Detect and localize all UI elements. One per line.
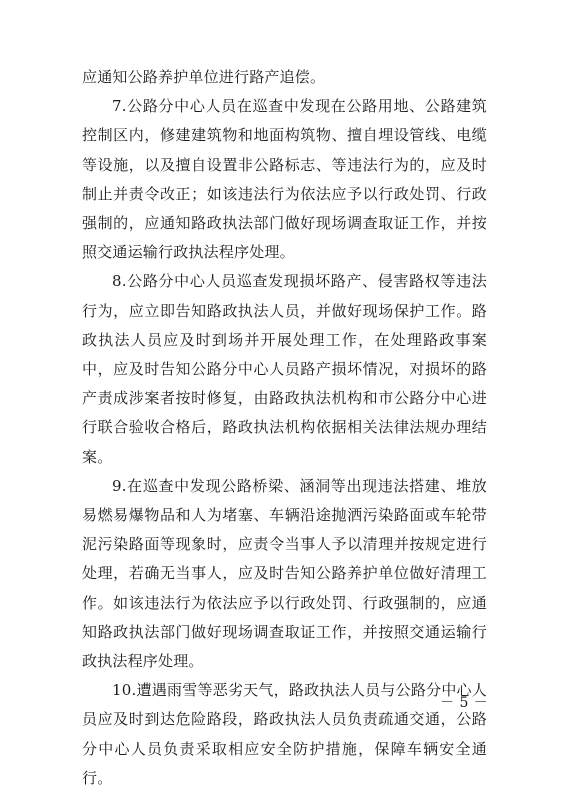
paragraph-item-9: 9.在巡查中发现公路桥梁、涵洞等出现违法搭建、堆放易燃易爆物品和人为堵塞、车辆沿途抛洒污染路面或车轮带泥污染路面等现象时，应责令当事人予以清理并按规定进行处理，若确无当事人，应及时告知公路养护单位做好清理工作。如该违法行为依法应予以行政处罚、行政强制的，应通知路政执法部门做好现场调查取证工作，并按照交通运输行政执法程序处理。	[82, 476, 487, 671]
paragraph-item-10: 10.遭遇雨雪等恶劣天气，路政执法人员与公路分中心人员应及时到达危险路段，路政执法人员负责疏通交通，公路分中心人员负责采取相应安全防护措施，保障车辆安全通行。	[82, 681, 487, 787]
paragraph-continuation: 应通知公路养护单位进行路产追偿。	[82, 68, 326, 86]
paragraph-item-7: 7.公路分中心人员在巡查中发现在公路用地、公路建筑控制区内，修建建筑物和地面构筑物、擅自埋设管线、电缆等设施，以及擅自设置非公路标志、等违法行为的，应及时制止并责令改正；如该违法行为依法应予以行政处罚、行政强制的，应通知路政执法部门做好现场调查取证工作，并按照交通运输行政执法程序处理。	[82, 97, 487, 262]
document-body	[82, 63, 487, 793]
page-number: － 5 －	[440, 695, 489, 711]
paragraph-item-8: 8.公路分中心人员巡查发现损坏路产、侵害路权等违法行为，应立即告知路政执法人员，并做好现场保护工作。路政执法人员应及时到场并开展处理工作，在处理路政事案中，应及时告知公路分中心人员路产损坏情况，对损坏的路产责成涉案者按时修复，由路政执法机构和市公路分中心进行联合验收合格后，路政执法机构依据相关法律法规办理结案。	[82, 272, 487, 466]
